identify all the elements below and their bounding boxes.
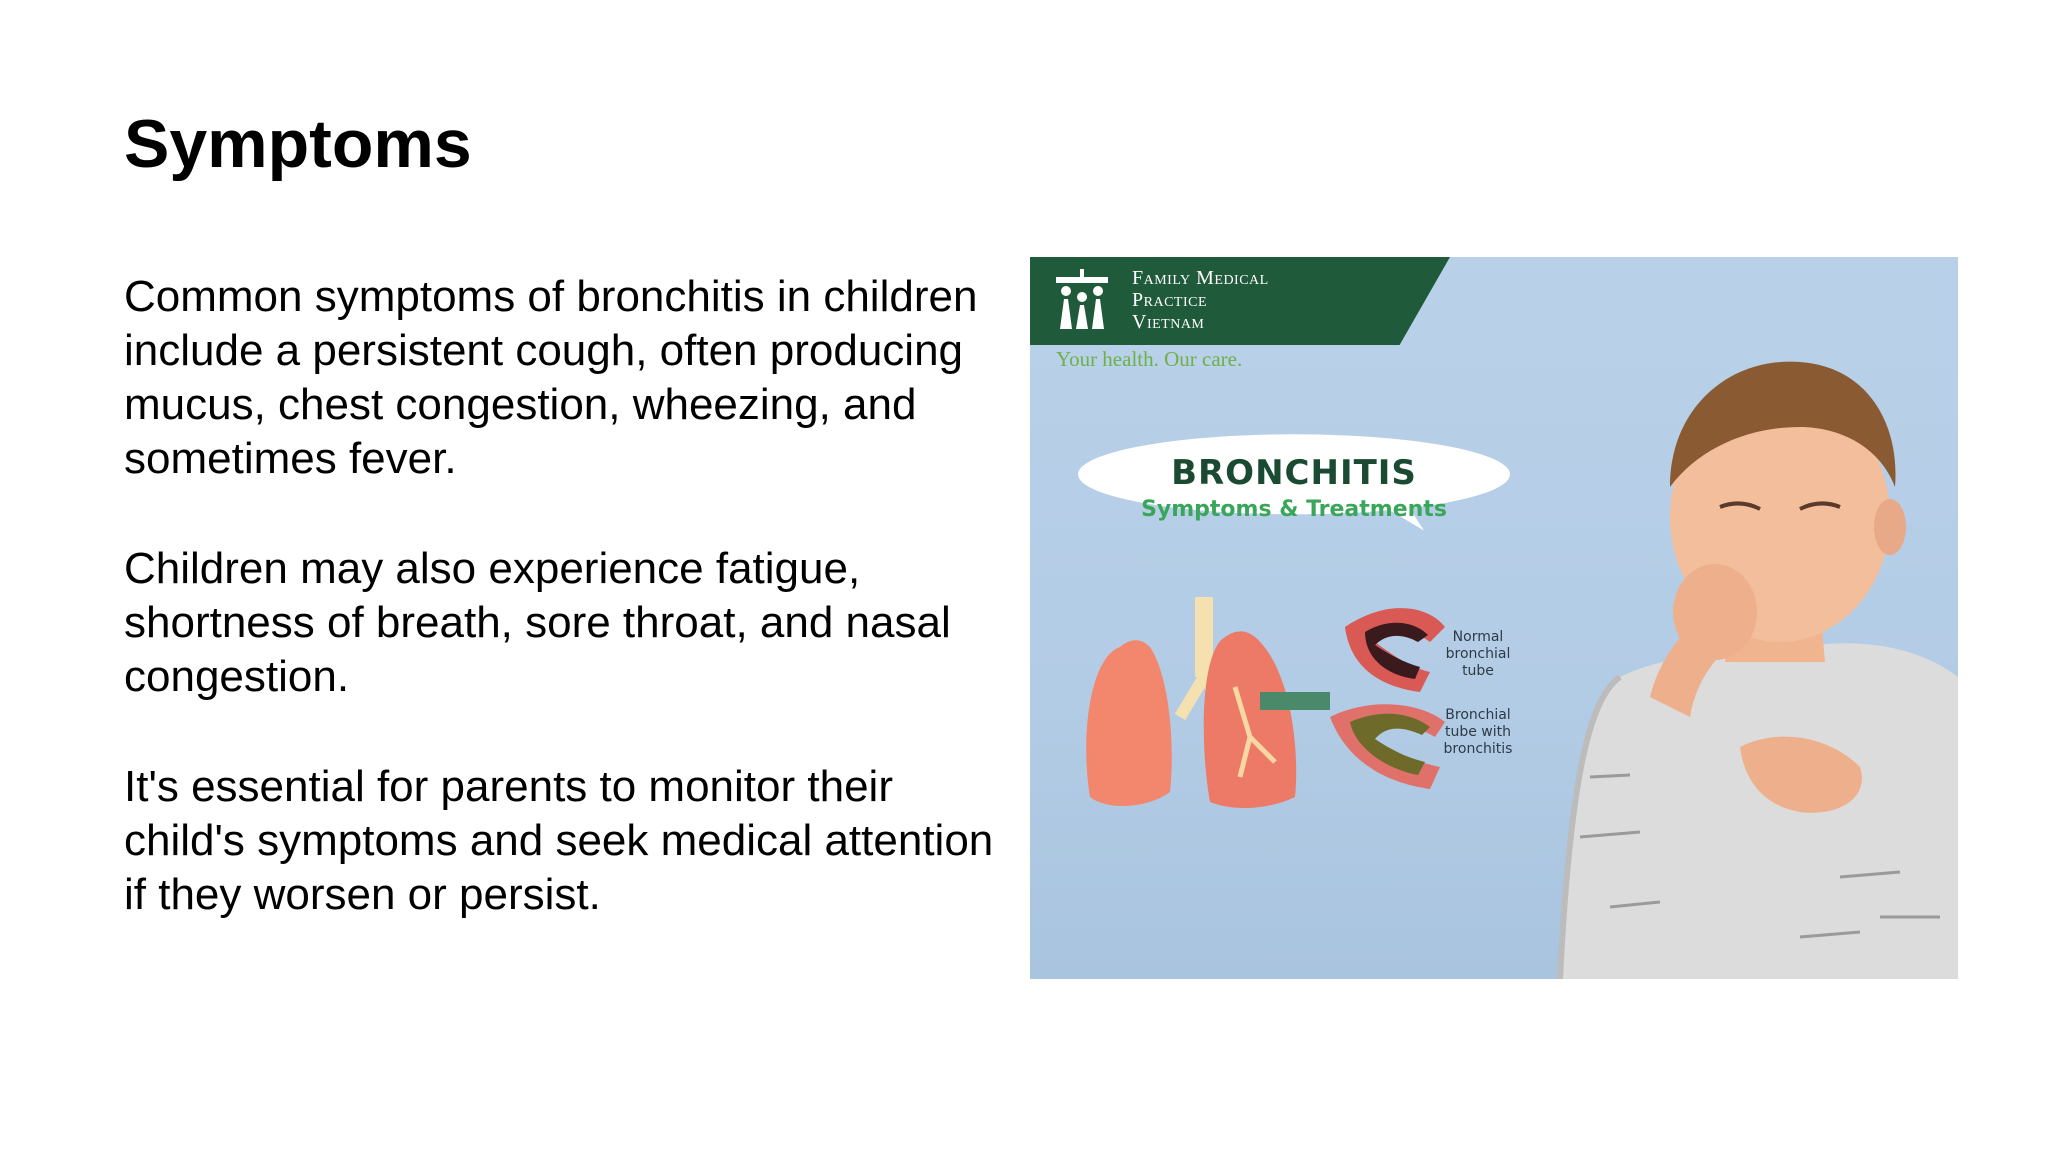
slide-body (124, 270, 1004, 978)
coughing-boy-icon (1500, 317, 1958, 979)
bubble-title: BRONCHITIS (1171, 453, 1417, 493)
bronchitis-illustration (1030, 257, 1958, 979)
brand-tagline: Your health. Our care. (1056, 347, 1243, 371)
paragraph-additional-symptoms: Children may also experience fatigue, shortness of breath, sore throat, and nasal congestion. (124, 544, 951, 701)
paragraph-symptoms: Common symptoms of bronchitis in children include a persistent cough, often producing mucus, chest congestion, wheezing, and sometimes fever. (124, 272, 978, 483)
slide-title: Symptoms (124, 106, 472, 182)
label-bronchitis-tube: Bronchial tube with bronchitis (1443, 707, 1513, 757)
brand-line-2: Practice (1132, 289, 1208, 311)
paragraph-advice: It's essential for parents to monitor their child's symptoms and seek medical attention if they worsen or persist. (124, 762, 994, 919)
bubble-subtitle: Symptoms & Treatments (1141, 497, 1447, 522)
brand-line-3: Vietnam (1132, 311, 1205, 333)
label-normal-bronchial-tube: Normal bronchial tube (1445, 629, 1511, 679)
family-logo-icon (1052, 267, 1112, 333)
brand-line-1: Family Medical (1132, 267, 1269, 289)
brand-name (1132, 267, 1269, 333)
